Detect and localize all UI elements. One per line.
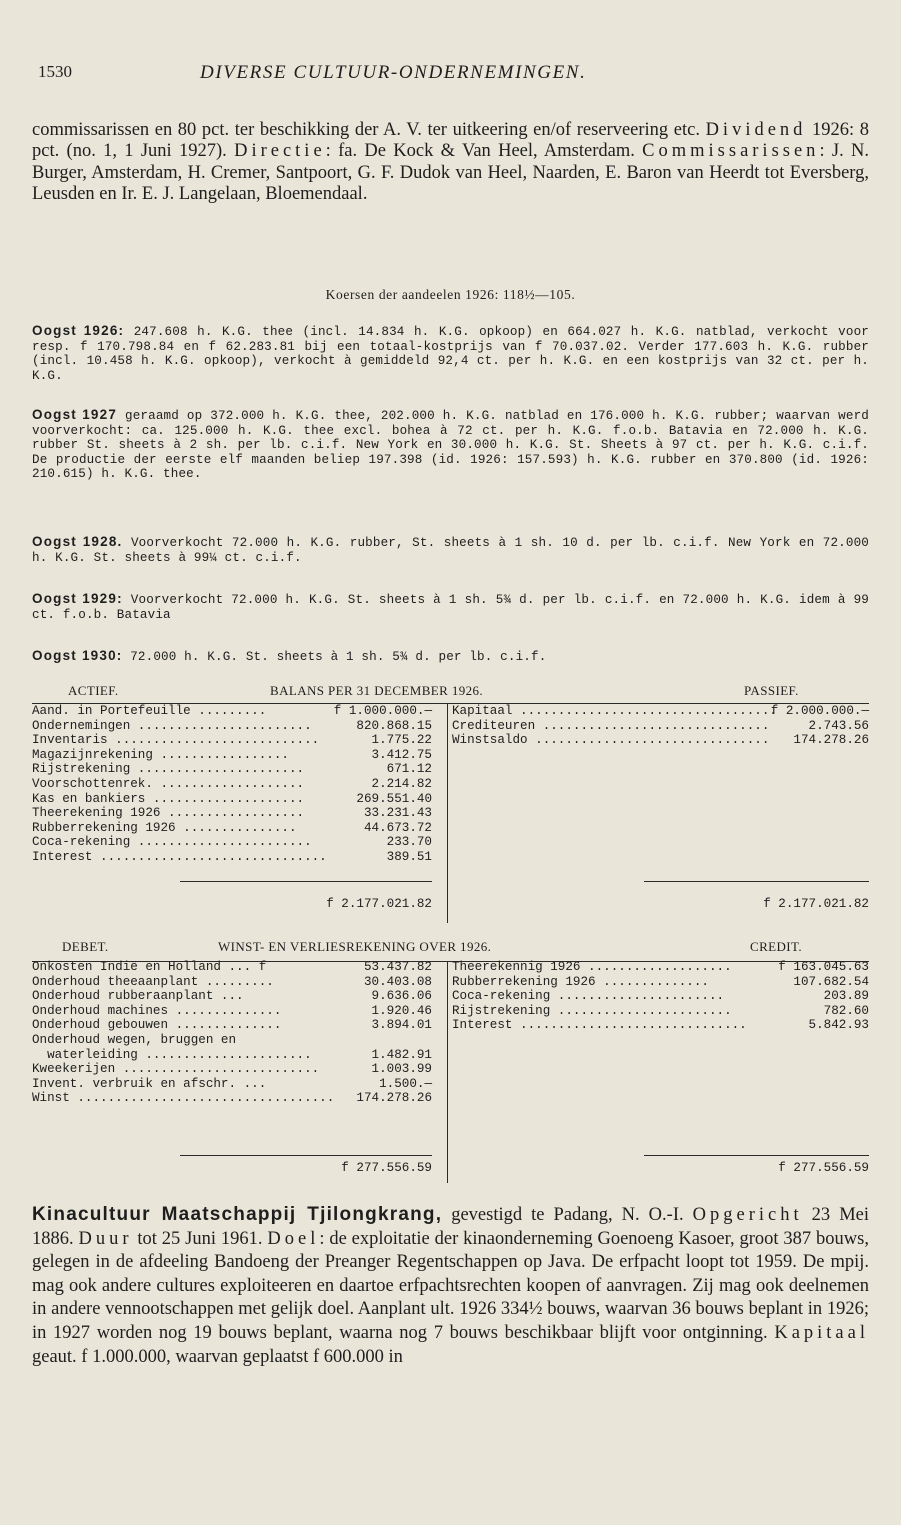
total-rule-right [644,881,869,882]
total-rule-left [180,1155,432,1156]
company-name: Kinacultuur Maatschappij Tjilongkrang, [32,1204,443,1225]
total-rule-left [180,881,432,882]
debit-row: Onderhoud machines .............. 1.920.46 [32,1003,432,1018]
directie-label: Directie [234,141,326,162]
asset-row: Kas en bankiers .................... 269.551.40 [32,791,432,806]
debit-column [32,960,432,1106]
harvest-label: Oogst 1927 [32,407,118,422]
credit-row: Rijstrekening ....................... 782.60 [452,1003,869,1018]
dividend-label: Dividend [705,120,807,140]
liability-row: Kapitaal .................................. f 2.000.000.— [452,704,869,718]
intro-paragraph [32,120,869,205]
asset-row: Coca-rekening ....................... 233.70 [32,835,432,850]
page-number: 1530 [38,62,72,81]
debit-row: Winst .................................. 174.278.26 [32,1091,432,1106]
balance-total-left: f 2.177.021.82 [326,897,432,911]
opgericht-label: Opgericht [692,1205,803,1225]
intro-text: 1926: 8 pct. (no. 1, 1 Juni 1927). [32,120,870,162]
profit-loss-account [32,939,869,1179]
harvest-label: Oogst 1929: [32,591,123,606]
harvest-text: Voorverkocht 72.000 h. K.G. St. sheets à 1 sh. 5¾ d. per lb. c.i.f. en 72.000 h. K.G. idem à 99 ct. f.o.b. Batavia [32,593,869,622]
harvest-1928 [32,535,869,565]
pl-total-right: f 277.556.59 [778,1161,869,1175]
asset-row: Theerekening 1926 .................. 33.231.43 [32,806,432,821]
doel-label: Doel [267,1228,320,1249]
harvest-text: Voorverkocht 72.000 h. K.G. rubber, St. sheets à 1 sh. 10 d. per lb. c.i.f. New York en 72.000 h. K.G. St. sheets à 99¼ ct. c.i.f. [32,536,869,565]
share-prices: Koersen der aandeelen 1926: 118½—105. [325,287,576,302]
pl-header [32,939,869,957]
harvest-1930 [32,649,869,665]
intro-text: commissarissen en 80 pct. ter beschikking der A. V. ter uitkeering en/of reserveering etc. [32,120,706,140]
harvest-text: 247.608 h. K.G. thee (incl. 14.834 h. K.G. opkoop) en 664.027 h. K.G. natblad, verkocht voor resp. f 170.798.84 en f 62.283.81 bij een totaal-kostprijs van f 70.037.02. Verder 177.603 h. K.G. rubber (incl. 10.458 h. K.G. opkoop), verkocht à gemiddeld 92,4 ct. per h. K.G. en een kostprijs van 32 ct. per h. K.G. [32,325,869,383]
pl-right-heading: CREDIT. [750,939,803,954]
balance-header [32,683,869,701]
harvest-text: geraamd op 372.000 h. K.G. thee, 202.000 h. K.G. natblad en 176.000 h. K.G. rubber; waarvan werd voorverkocht: ca. 125.000 h. K.G. thee excl. bohea à 72 ct. per h. K.G. f.o.b. Batavia en 72.000 h. K.G. rubber St. sheets à 2 sh. per lb. c.i.f. New York en 30.000 h. K.G. St. Sheets à 97 ct. per h. K.G. c.i.f. De productie der eerste elf maanden beliep 197.398 (id. 1926: 157.593) h. K.G. rubber en 370.800 (id. 1926: 210.615) h. K.G. thee. [32,409,870,482]
debit-row: Onderhoud gebouwen .............. 3.894.01 [32,1018,432,1033]
intro-text: : J. N. Burger, Amsterdam, H. Cremer, Santpoort, G. F. Dudok van Heel, Naarden, E. Baron van Heerdt tot Eversberg, Leusden en Ir. E. J. Langelaan, Bloemendaal. [32,141,869,204]
harvest-label: Oogst 1928. [32,534,123,549]
credit-row: Interest .............................. 5.842.93 [452,1018,869,1033]
harvest-1926 [32,324,869,383]
harvest-label: Oogst 1930: [32,648,123,663]
debit-row: Onkosten Indië en Holland ... f 53.437.82 [32,960,432,974]
liabilities-column [452,704,869,748]
asset-row: Rubberrekening 1926 ............... 44.673.72 [32,820,432,835]
credit-row: Coca-rekening ...................... 203.89 [452,989,869,1004]
column-divider [447,961,448,1183]
pl-title: WINST- EN VERLIESREKENING OVER 1926. [218,939,492,954]
intro-text: : fa. De Kock & Van Heel, Amsterdam. [325,141,643,162]
credit-row: Rubberrekening 1926 .............. 107.682.54 [452,974,869,989]
asset-row: Voorschottenrek. ................... 2.214.82 [32,776,432,791]
balance-left-heading: ACTIEF. [68,683,119,698]
commissarissen-label: Commissarissen [642,141,820,162]
column-divider [447,703,448,923]
asset-row: Aand. in Portefeuille ......... f 1.000.000.— [32,704,432,718]
running-title: DIVERSE CULTUUR-ONDERNEMINGEN. [200,62,587,83]
asset-row: Interest .............................. 389.51 [32,849,432,864]
debit-row: waterleiding ...................... 1.482.91 [32,1047,432,1062]
duur-label: Duur [78,1228,133,1249]
debit-row: Kweekerijen .......................... 1.003.99 [32,1062,432,1077]
asset-row: Ondernemingen ....................... 820.868.15 [32,718,432,733]
company-entry-tjilongkrang: Kinacultuur Maatschappij Tjilongkrang, gevestigd te Padang, N. O.-I. Opgericht 23 Mei 1886. Duur tot 25 Juni 1961. Doel: de exploitatie der kinaonderneming Goenoeng Kasoer, groot 387 bouws, gelegen in de afdeeling Bandoeng der Preanger Regentschappen op Java. De erfpacht loopt tot 1959. De mpij. mag ook andere cultures exploiteeren en daartoe erfpachtsrechten koopen of aanvragen. Zij mag ook deelnemen in andere vennootschappen met gelijk doel. Aanplant ult. 1926 334½ bouws, waarvan 36 bouws beplant in 1926; in 1927 worden nog 19 bouws beplant, waarna nog 7 bouws beschikbaar blijft voor ontginning. Kapitaal geaut. f 1.000.000, waarvan geplaatst f 600.000 in [32,1204,869,1367]
assets-column [32,704,432,865]
debit-row: Onderhoud rubberaanplant ... 9.636.06 [32,989,432,1004]
credit-row: Theerekennig 1926 ................... f 163.045.63 [452,960,869,974]
pl-left-heading: DEBET. [62,939,109,954]
liability-row: Winstsaldo ............................... 174.278.26 [452,733,869,748]
balance-title: BALANS PER 31 DECEMBER 1926. [270,683,484,698]
debit-row: Onderhoud wegen, bruggen en [32,1032,237,1047]
harvest-1927 [32,408,869,482]
credit-column [452,960,869,1033]
balance-sheet [32,683,869,923]
total-rule-right [644,1155,869,1156]
harvest-label: Oogst 1926: [32,323,125,338]
harvest-1929 [32,592,869,622]
asset-row: Magazijnrekening ................. 3.412.75 [32,747,432,762]
page-header [38,62,869,92]
kapitaal-label: Kapitaal [774,1322,869,1343]
pl-total-left: f 277.556.59 [341,1161,432,1175]
liability-row: Crediteuren .............................. 2.743.56 [452,718,869,733]
balance-right-heading: PASSIEF. [744,683,799,698]
asset-row: Rijstrekening ...................... 671.12 [32,762,432,777]
harvest-text: 72.000 h. K.G. St. sheets à 1 sh. 5¾ d. per lb. c.i.f. [130,650,547,664]
debit-row: Invent. verbruik en afschr. ... 1.500.— [32,1076,432,1091]
asset-row: Inventaris ........................... 1.775.22 [32,733,432,748]
debit-row: Onderhoud theeaanplant ......... 30.403.08 [32,974,432,989]
balance-total-right: f 2.177.021.82 [763,897,869,911]
